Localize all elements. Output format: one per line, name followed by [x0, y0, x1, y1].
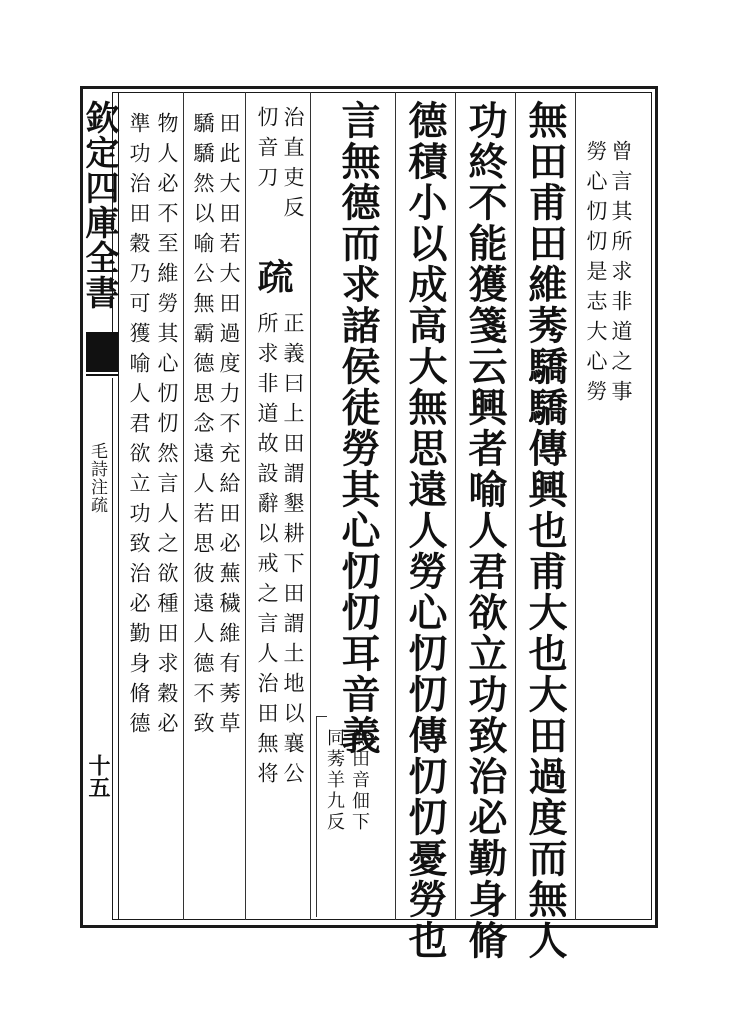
- main-text-column: 德積小以成高大無思遠人勞心忉忉傳忉忉憂勞也: [402, 100, 448, 961]
- column-divider: [575, 92, 576, 920]
- column-divider: [183, 92, 184, 920]
- margin-subtitle: 毛詩注疏: [87, 442, 107, 514]
- column-divider: [455, 92, 456, 920]
- main-text-column: 無田甫田維莠驕驕傳興也甫大也大田過度而無人: [522, 100, 568, 961]
- main-text-column: 言無德而求諸侯徒勞其心忉忉耳音義: [335, 100, 381, 756]
- column-divider: [310, 92, 311, 920]
- margin-divider: [118, 92, 119, 920]
- annotation-line: 準功治田穀乃可獲喻人君欲立功致治必勤身脩德: [127, 112, 151, 742]
- main-text-column: 功終不能獲箋云興者喻人君欲立功致治必勤身脩: [462, 100, 508, 961]
- annotation-line: 治直吏反: [281, 106, 305, 226]
- fish-tail-mark: [86, 332, 118, 378]
- margin-title: 欽定四庫全書: [79, 100, 119, 310]
- annotation-line: 正義曰上田謂墾耕下田謂土地以襄公: [281, 312, 305, 792]
- annotation-line: 曾言其所求非道之事: [609, 140, 633, 410]
- annotation-line: 勞心忉忉是志大心勞: [584, 140, 608, 410]
- column-divider: [245, 92, 246, 920]
- annotation-line: 田此大田若大田過度力不充給田必蕪穢維有莠草: [217, 112, 241, 742]
- commentary-marker: 疏: [252, 258, 294, 296]
- annotation-line: 同莠羊九反: [324, 728, 345, 833]
- annotation-line: 忉音刀: [255, 106, 279, 196]
- annotation-line: 物人必不至維勞其心忉忉然言人之欲種田求穀必: [155, 112, 179, 742]
- annotation-line: 驕驕然以喻公無霸德思念遠人若思彼遠人德不致: [191, 112, 215, 742]
- column-divider: [515, 92, 516, 920]
- column-divider: [395, 92, 396, 920]
- annotation-line: 無田音佃下: [349, 728, 370, 833]
- annotation-line: 所求非道故設辭以戒之言人治田無将: [255, 312, 279, 792]
- margin-page-number: 十五: [85, 754, 111, 798]
